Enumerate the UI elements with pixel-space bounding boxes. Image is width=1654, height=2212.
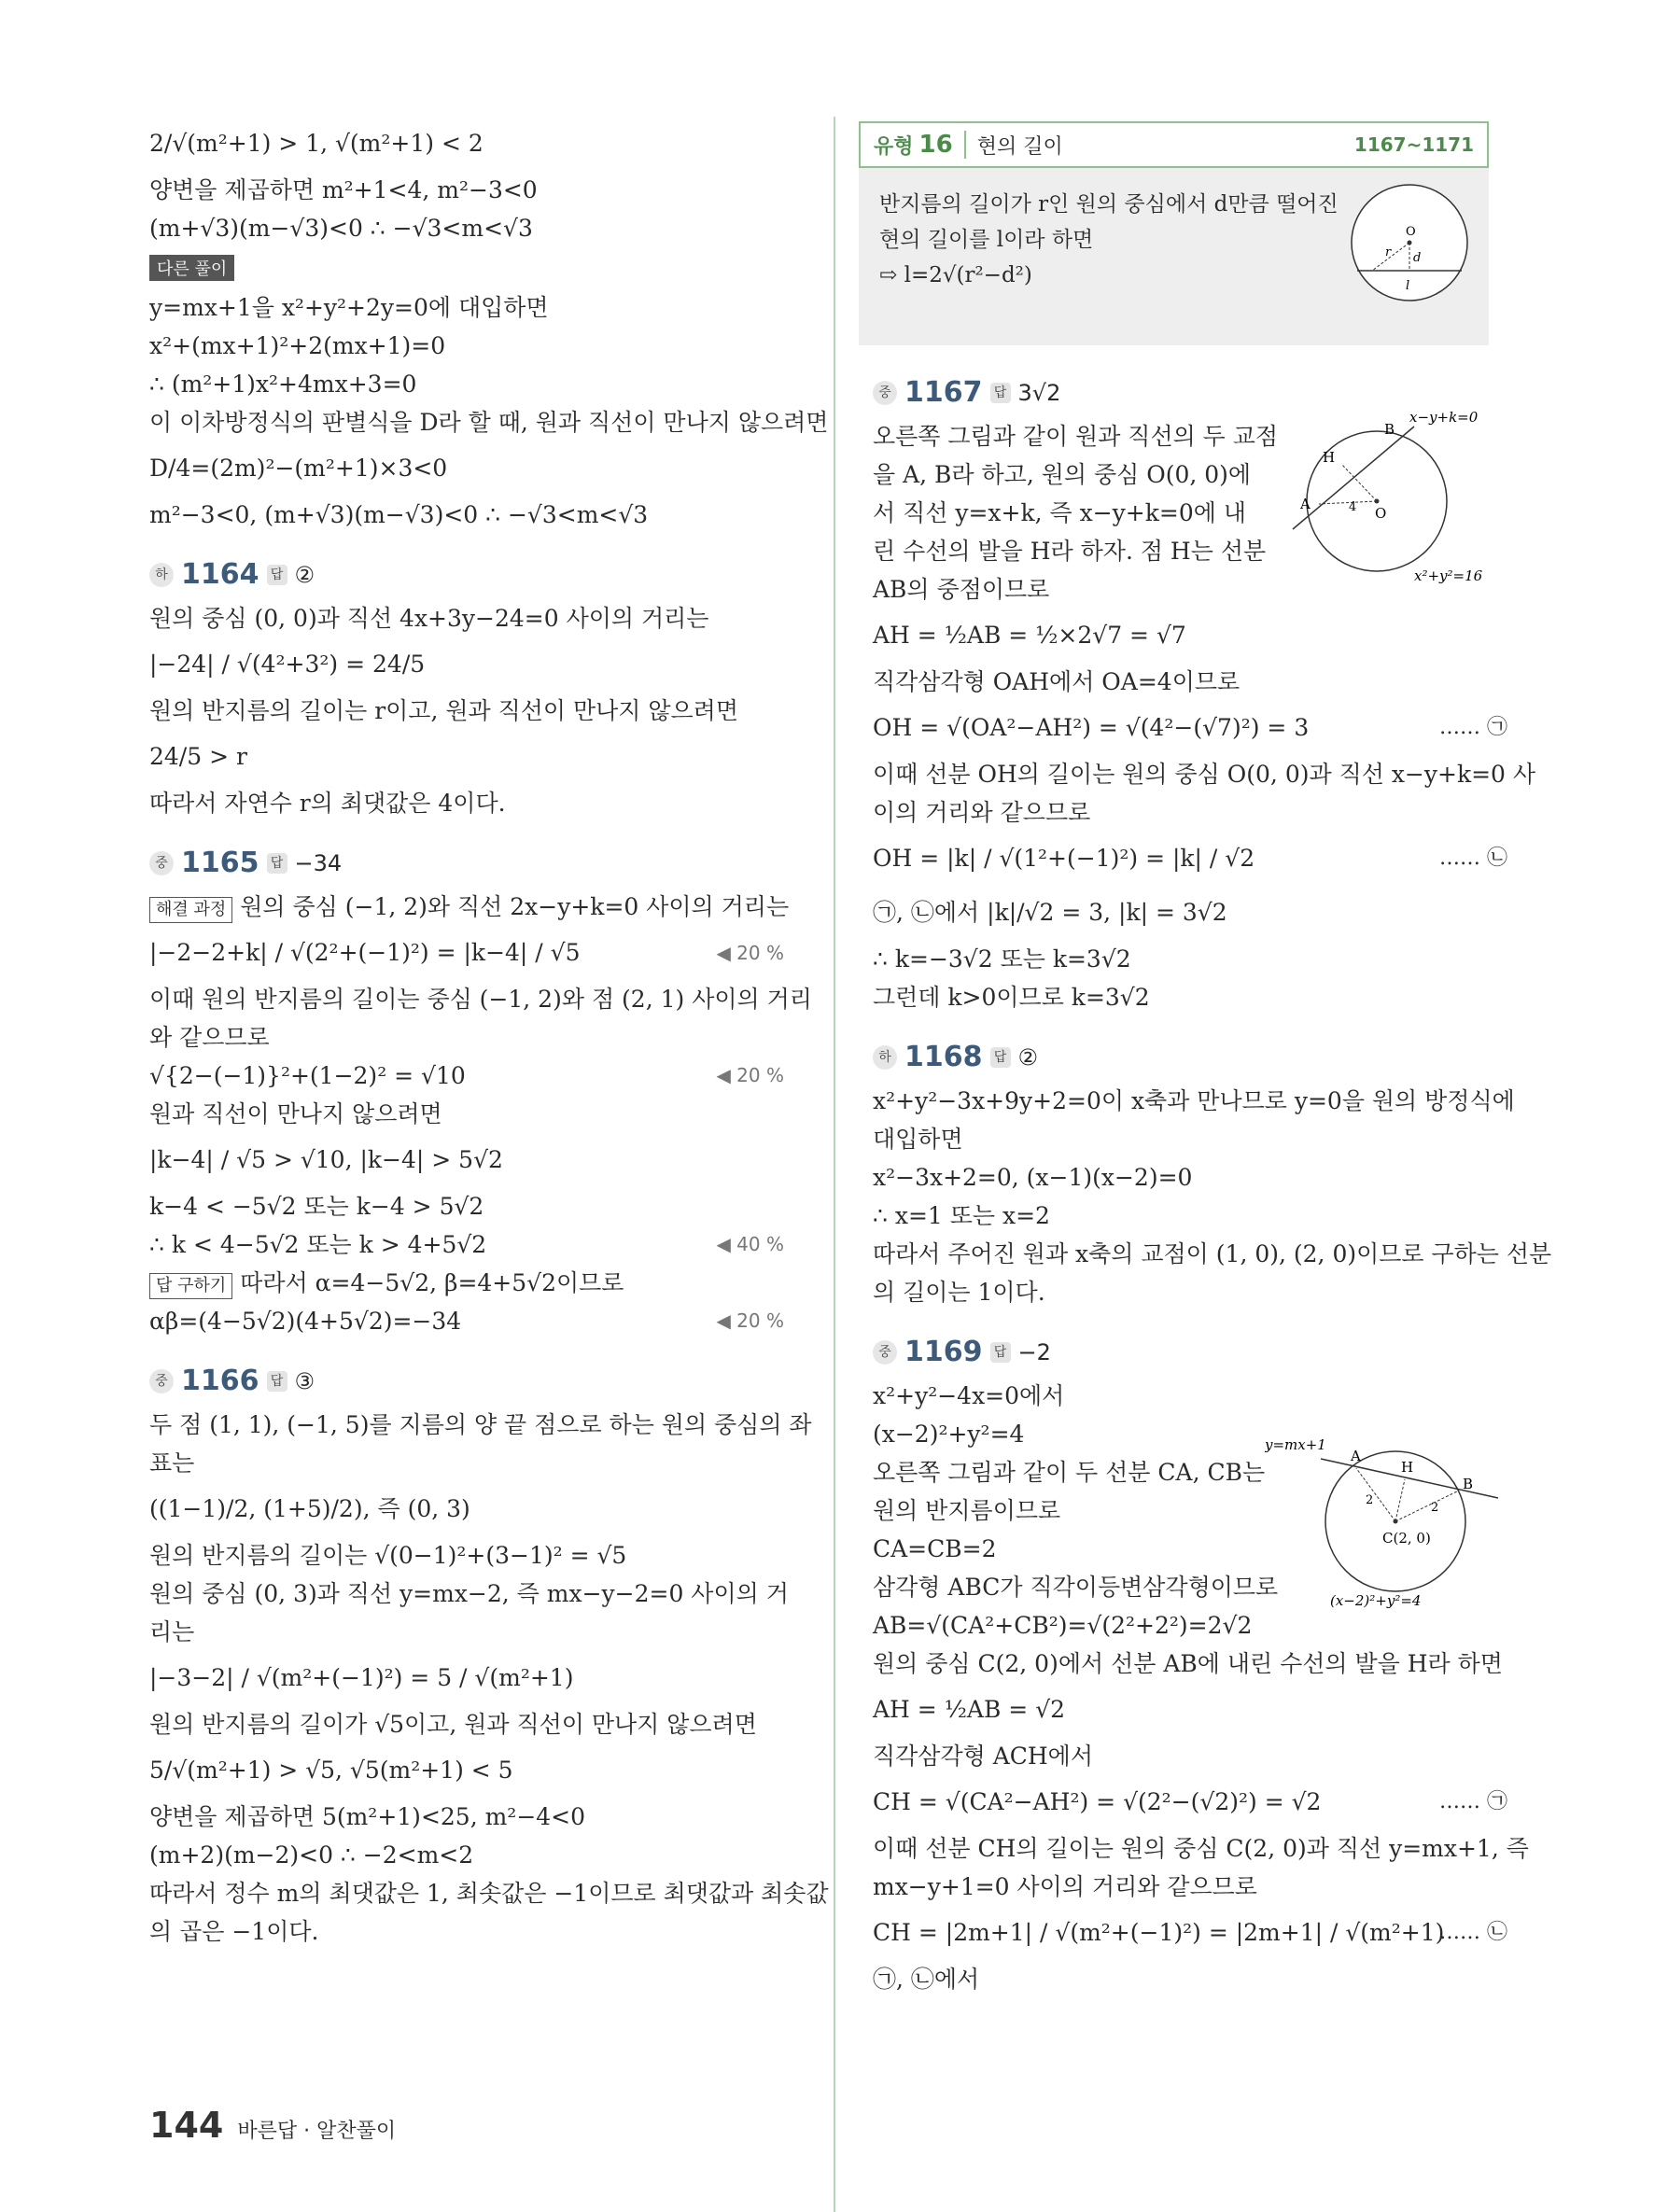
text-line: m²−3<0, (m+√3)(m−√3)<0 ∴ −√3<m<√3 xyxy=(149,501,649,528)
text-line: 의 곱은 −1이다. xyxy=(149,1918,319,1945)
text-line: 따라서 정수 m의 최댓값은 1, 최솟값은 −1이므로 최댓값과 최솟값 xyxy=(149,1880,829,1907)
text-line: y=mx+1을 x²+y²+2y=0에 대입하면 xyxy=(149,294,549,321)
problem-header-1168 xyxy=(873,1033,1517,1082)
problem-header-1169 xyxy=(873,1328,1517,1377)
fig-label-r2: 2 xyxy=(1431,1501,1439,1515)
page-footer xyxy=(149,2105,396,2146)
problem-header-1164 xyxy=(149,551,793,599)
fig-line-label: y=mx+1 xyxy=(1265,1436,1326,1453)
score-percent: ◀ 20 % xyxy=(716,942,784,964)
text-line: |−24| / √(4²+3²) = 24/5 xyxy=(149,651,426,678)
text-line: CA=CB=2 xyxy=(873,1535,997,1562)
text-line: 의 길이는 1이다. xyxy=(873,1279,1045,1306)
text-line: ∴ k < 4−5√2 또는 k > 4+5√2 ◀ 40 % xyxy=(149,1225,793,1264)
problem-number: 1169 xyxy=(904,1336,983,1368)
text-line: 원의 중심 C(2, 0)에서 선분 AB에 내린 수선의 발을 H라 하면 xyxy=(873,1650,1503,1677)
fig-label-b: B xyxy=(1463,1476,1474,1492)
fig-label-o: O xyxy=(1406,225,1416,239)
fig-label-d: d xyxy=(1413,251,1422,265)
text-line: 표는 xyxy=(149,1449,195,1477)
equation-mark: …… ㉠ xyxy=(1439,716,1507,739)
text-line: AH = ½AB = ½×2√7 = √7 xyxy=(873,622,1186,649)
text-line: ㉠, ㉡에서 xyxy=(873,1966,980,1993)
text-line: ∴ (m²+1)x²+4mx+3=0 xyxy=(149,371,417,398)
level-badge: 하 xyxy=(873,1045,897,1070)
level-badge: 중 xyxy=(873,381,897,405)
fig-label-r: r xyxy=(1385,245,1392,259)
text-line: ㉠, ㉡에서 |k|/√2 = 3, |k| = 3√2 xyxy=(873,899,1227,926)
text-line: 원의 반지름의 길이는 r이고, 원과 직선이 만나지 않으려면 xyxy=(149,697,738,724)
fig-label-a: A xyxy=(1351,1448,1361,1464)
alt-solution-tag: 다른 풀이 xyxy=(149,255,234,281)
level-badge: 중 xyxy=(149,1369,174,1393)
text-line: OH = |k| / √(1²+(−1)²) = |k| / √2 …… ㉡ xyxy=(873,832,1517,886)
text-line: 그런데 k>0이므로 k=3√2 xyxy=(873,984,1150,1011)
text-line: 오른쪽 그림과 같이 원과 직선의 두 교점 xyxy=(873,423,1279,450)
text-line: 대입하면 xyxy=(873,1126,963,1153)
text-line xyxy=(149,888,793,926)
text-line: 5/√(m²+1) > √5, √5(m²+1) < 5 xyxy=(149,1757,513,1784)
text-line: 이때 원의 반지름의 길이는 중심 (−1, 2)와 점 (2, 1) 사이의 거리 xyxy=(149,986,812,1013)
level-badge: 중 xyxy=(149,851,174,875)
problem-header-1165 xyxy=(149,839,793,888)
equation-mark: …… ㉠ xyxy=(1439,1790,1507,1813)
answer-value: ② xyxy=(1017,1044,1039,1071)
text-line: ⇨ l=2√(r²−d²) xyxy=(879,263,1032,287)
text-line: 따라서 주어진 원과 x축의 교점이 (1, 0), (2, 0)이므로 구하는 선분 xyxy=(873,1240,1552,1267)
answer-badge: 답 xyxy=(267,853,287,874)
fig-line-label: x−y+k=0 xyxy=(1409,409,1479,426)
text-line: 이 이차방정식의 판별식을 D라 할 때, 원과 직선이 만나지 않으려면 xyxy=(149,409,829,436)
text-line: 반지름의 길이가 r인 원의 중심에서 d만큼 떨어진 xyxy=(879,192,1339,217)
score-percent: ◀ 20 % xyxy=(716,1064,784,1086)
fig-label-h: H xyxy=(1401,1459,1414,1476)
chord-figure xyxy=(1344,177,1475,308)
text-line: (x−2)²+y²=4 xyxy=(873,1421,1025,1448)
type-separator xyxy=(964,131,966,159)
type-box xyxy=(859,121,1489,345)
score-percent: ◀ 40 % xyxy=(716,1233,784,1255)
text-line: x²+y²−3x+9y+2=0이 x축과 만나므로 y=0을 원의 방정식에 xyxy=(873,1087,1515,1114)
text-line: 직각삼각형 ACH에서 xyxy=(873,1743,1093,1770)
fig-label-o: O xyxy=(1375,505,1387,522)
text-line: x²+y²−4x=0에서 xyxy=(873,1382,1065,1409)
fig-label-c: C(2, 0) xyxy=(1382,1530,1431,1547)
problem-number: 1168 xyxy=(904,1041,983,1073)
text-line: 이의 거리와 같으므로 xyxy=(873,799,1091,826)
circle-chord-figure xyxy=(1265,1433,1507,1610)
text-line: AH = ½AB = √2 xyxy=(873,1696,1066,1723)
text-line: (m+√3)(m−√3)<0 ∴ −√3<m<√3 xyxy=(149,215,533,242)
answer-value: ② xyxy=(294,562,315,588)
type-title: 현의 길이 xyxy=(976,134,1063,159)
level-badge: 하 xyxy=(149,563,174,587)
left-column xyxy=(149,117,829,1951)
text-line: OH = √(OA²−AH²) = √(4²−(√7)²) = 3 …… ㉠ xyxy=(873,701,1517,755)
equation-mark: …… ㉡ xyxy=(1439,847,1507,870)
problem-number: 1166 xyxy=(181,1365,259,1397)
answer-badge: 답 xyxy=(990,383,1011,403)
answer-badge: 답 xyxy=(990,1047,1011,1068)
fig-label-b: B xyxy=(1384,421,1395,438)
text-line: 현의 길이를 l이라 하면 xyxy=(879,228,1094,252)
text-line: 원의 중심 (0, 0)과 직선 4x+3y−24=0 사이의 거리는 xyxy=(149,605,709,632)
text-line: 린 수선의 발을 H라 하자. 점 H는 선분 xyxy=(873,538,1267,565)
text-line xyxy=(149,1264,793,1302)
text-line: 와 같으므로 xyxy=(149,1024,270,1051)
problem-number: 1164 xyxy=(181,558,259,591)
fig-label-l: l xyxy=(1406,279,1410,293)
text-line: √{2−(−1)}²+(1−2)² = √10 ◀ 20 % xyxy=(149,1057,793,1095)
text-line: 오른쪽 그림과 같이 두 선분 CA, CB는 xyxy=(873,1459,1266,1486)
fig-circle-label: x²+y²=16 xyxy=(1414,567,1483,584)
type-box-body xyxy=(879,187,1339,293)
text-line: ∴ k=−3√2 또는 k=3√2 xyxy=(873,945,1131,973)
text-line: CH = |2m+1| / √(m²+(−1)²) = |2m+1| / √(m²+1) …… ㉡ xyxy=(873,1906,1517,1960)
p1167-intro xyxy=(873,409,1517,609)
text-line: ∴ x=1 또는 x=2 xyxy=(873,1202,1050,1229)
text-line: 2/√(m²+1) > 1, √(m²+1) < 2 xyxy=(149,130,484,157)
answer-value: 3√2 xyxy=(1017,380,1061,406)
fig-label-a: A xyxy=(1300,496,1311,512)
score-percent: ◀ 20 % xyxy=(716,1309,784,1332)
text-line: 삼각형 ABC가 직각이등변삼각형이므로 xyxy=(873,1574,1279,1601)
text-line: 두 점 (1, 1), (−1, 5)를 지름의 양 끝 점으로 하는 원의 중심의 좌 xyxy=(149,1411,812,1438)
text-line: 따라서 자연수 r의 최댓값은 4이다. xyxy=(149,790,506,817)
text-line: 양변을 제곱하면 5(m²+1)<25, m²−4<0 xyxy=(149,1803,586,1830)
text-line: 직각삼각형 OAH에서 OA=4이므로 xyxy=(873,668,1240,695)
answer-badge: 답 xyxy=(267,1371,287,1392)
problem-number: 1167 xyxy=(904,376,983,409)
fig-label-h: H xyxy=(1323,449,1336,466)
text-line: 을 A, B라 하고, 원의 중심 O(0, 0)에 xyxy=(873,461,1252,488)
text-line: |k−4| / √5 > √10, |k−4| > 5√2 xyxy=(149,1146,503,1173)
type-label: 유형 xyxy=(874,134,914,159)
p1169-intro xyxy=(873,1377,1517,1645)
text-line: 원과 직선이 만나지 않으려면 xyxy=(149,1100,442,1127)
text-line: 리는 xyxy=(149,1618,195,1645)
fig-circle-label: (x−2)²+y²=4 xyxy=(1330,1592,1422,1609)
text-line: 24/5 > r xyxy=(149,743,247,770)
step-tag: 해결 과정 xyxy=(149,897,232,923)
answer-badge: 답 xyxy=(990,1342,1011,1363)
column-divider xyxy=(834,117,835,2212)
text-line: 원의 반지름이므로 xyxy=(873,1497,1061,1524)
text-line: 서 직선 y=x+k, 즉 x−y+k=0에 내 xyxy=(873,499,1246,526)
text-line: mx−y+1=0 사이의 거리와 같으므로 xyxy=(873,1873,1257,1900)
problem-number: 1165 xyxy=(181,847,259,879)
fig-label-r1: 2 xyxy=(1366,1493,1374,1507)
text-line: D/4=(2m)²−(m²+1)×3<0 xyxy=(149,455,448,482)
text-line: 원의 중심 (0, 3)과 직선 y=mx−2, 즉 mx−y−2=0 사이의 거 xyxy=(149,1580,789,1607)
step-text: 따라서 α=4−5√2, β=4+5√2이므로 xyxy=(240,1269,624,1296)
text-line: 이때 선분 CH의 길이는 원의 중심 C(2, 0)과 직선 y=mx+1, 즉 xyxy=(873,1835,1529,1862)
answer-badge: 답 xyxy=(267,565,287,585)
problem-header-1166 xyxy=(149,1357,793,1406)
text-line: CH = √(CA²−AH²) = √(2²−(√2)²) = √2 …… ㉠ xyxy=(873,1775,1517,1829)
text-line: 양변을 제곱하면 m²+1<4, m²−3<0 xyxy=(149,176,538,203)
text-line: AB=√(CA²+CB²)=√(2²+2²)=2√2 xyxy=(873,1612,1253,1639)
type-number: 16 xyxy=(918,131,953,159)
right-column xyxy=(873,369,1552,1998)
text-line: 원의 반지름의 길이가 √5이고, 원과 직선이 만나지 않으려면 xyxy=(149,1711,757,1738)
fig-label-radius: 4 xyxy=(1349,500,1357,514)
type-range: 1167~1171 xyxy=(1353,133,1474,156)
step-tag: 답 구하기 xyxy=(149,1273,232,1299)
circle-line-figure xyxy=(1283,408,1507,585)
step-text: 원의 중심 (−1, 2)와 직선 2x−y+k=0 사이의 거리는 xyxy=(240,893,790,920)
text-line: αβ=(4−5√2)(4+5√2)=−34 ◀ 20 % xyxy=(149,1302,793,1340)
page-number: 144 xyxy=(149,2105,224,2146)
text-line: (m+2)(m−2)<0 ∴ −2<m<2 xyxy=(149,1841,474,1869)
equation-mark: …… ㉡ xyxy=(1439,1921,1507,1944)
footer-title: 바른답 · 알찬풀이 xyxy=(237,2120,397,2143)
answer-value: −34 xyxy=(294,850,343,876)
text-line: x²+(mx+1)²+2(mx+1)=0 xyxy=(149,332,446,359)
text-line: k−4 < −5√2 또는 k−4 > 5√2 xyxy=(149,1193,484,1220)
text-line: |−2−2+k| / √(2²+(−1)²) = |k−4| / √5 ◀ 20 % xyxy=(149,926,793,980)
text-line: |−3−2| / √(m²+(−1)²) = 5 / √(m²+1) xyxy=(149,1664,574,1691)
answer-value: ③ xyxy=(294,1368,315,1394)
level-badge: 중 xyxy=(873,1340,897,1365)
type-box-header xyxy=(859,121,1489,168)
text-line: ((1−1)/2, (1+5)/2), 즉 (0, 3) xyxy=(149,1495,470,1522)
text-line: 원의 반지름의 길이는 √(0−1)²+(3−1)² = √5 xyxy=(149,1542,627,1569)
answer-value: −2 xyxy=(1017,1339,1051,1365)
text-line: x²−3x+2=0, (x−1)(x−2)=0 xyxy=(873,1164,1193,1191)
text-line: 이때 선분 OH의 길이는 원의 중심 O(0, 0)과 직선 x−y+k=0 사 xyxy=(873,761,1536,788)
text-line: AB의 중점이므로 xyxy=(873,576,1050,603)
